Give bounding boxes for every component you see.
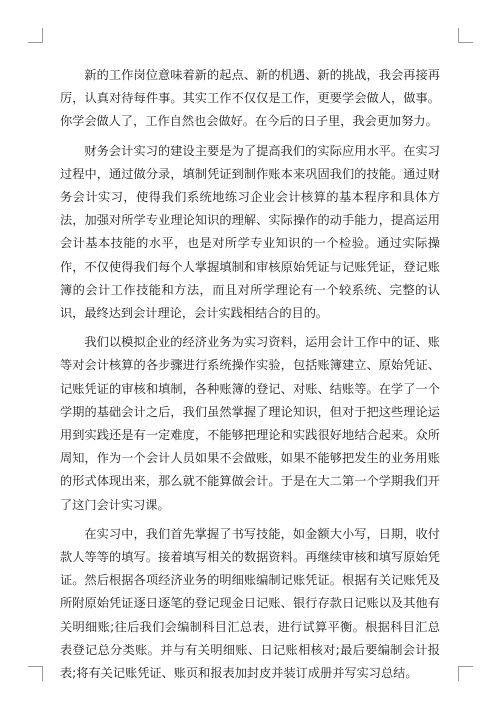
paragraph-2: 财务会计实习的建设主要是为了提高我们的实际应用水平。在实习过程中，通过做分录，填制凭证到制作账本来巩固我们的技能。通过财务会计实习，使得我们系统地练习企业会计核算的基本程序和具体方法，加强对所学专业理论知识的理解、实际操作的动手能力，提高运用会计基本技能的水平，也是对所学专业知识的一个检验。通过实际操作，不仅使得我们每个人掌握填制和审核原始凭证与记账凭证，登记账簿的会计工作技能和方法，而且对所学理论有一个较系统、完整的认识，最终达到会计理论，会计实践相结合的目的。 [60, 143, 440, 321]
crop-mark-bottom-right [458, 666, 473, 681]
paragraph-3: 我们以模拟企业的经济业务为实习资料，运用会计工作中的证、账等对会计核算的各步骤进行系统操作实验，包括账簿建立、原始凭证、记账凭证的审核和填制，各种账簿的登记、对账、结账等。在学了一个学期的基础会计之后，我们虽然掌握了理论知识，但对于把这些理论运用到实践还是有一定难度，不能够把理论和实践很好地结合起来。众所周知，作为一个会计人员如果不会做账，如果不能够把发生的业务用账的形式体现出来，那么就不能算做会计。于是在大二第一个学期我们开了这门会计实习课。 [60, 335, 440, 512]
crop-mark-bottom-left [28, 666, 43, 681]
paragraph-1: 新的工作岗位意味着新的起点、新的机遇、新的挑战，我会再接再厉，认真对待每件事。其实工作不仅仅是工作，更要学会做人，做事。你学会做人了，工作自然也会做好。在今后的日子里，我会更加努力。 [60, 68, 440, 129]
crop-mark-top-left [28, 28, 43, 43]
crop-mark-top-right [458, 28, 473, 43]
paragraph-4: 在实习中，我们首先掌握了书写技能，如金额大小写，日期，收付款人等等的填写。接着填写相关的数据资料。再继续审核和填写原始凭证。然后根据各项经济业务的明细账编制记账凭证。根据有关记账凭及所附原始凭证逐日逐笔的登记现金日记账、银行存款日记账以及其他有关明细账;往后我们会编制科目汇总表，进行试算平衡。根据科目汇总表登记总分类账。并与有关明细账、日记账相核对;最后要编制会计报表;将有关记账凭证、账页和报表加封皮并装订成册并写实习总结。 [60, 526, 440, 681]
document-body [60, 64, 440, 691]
